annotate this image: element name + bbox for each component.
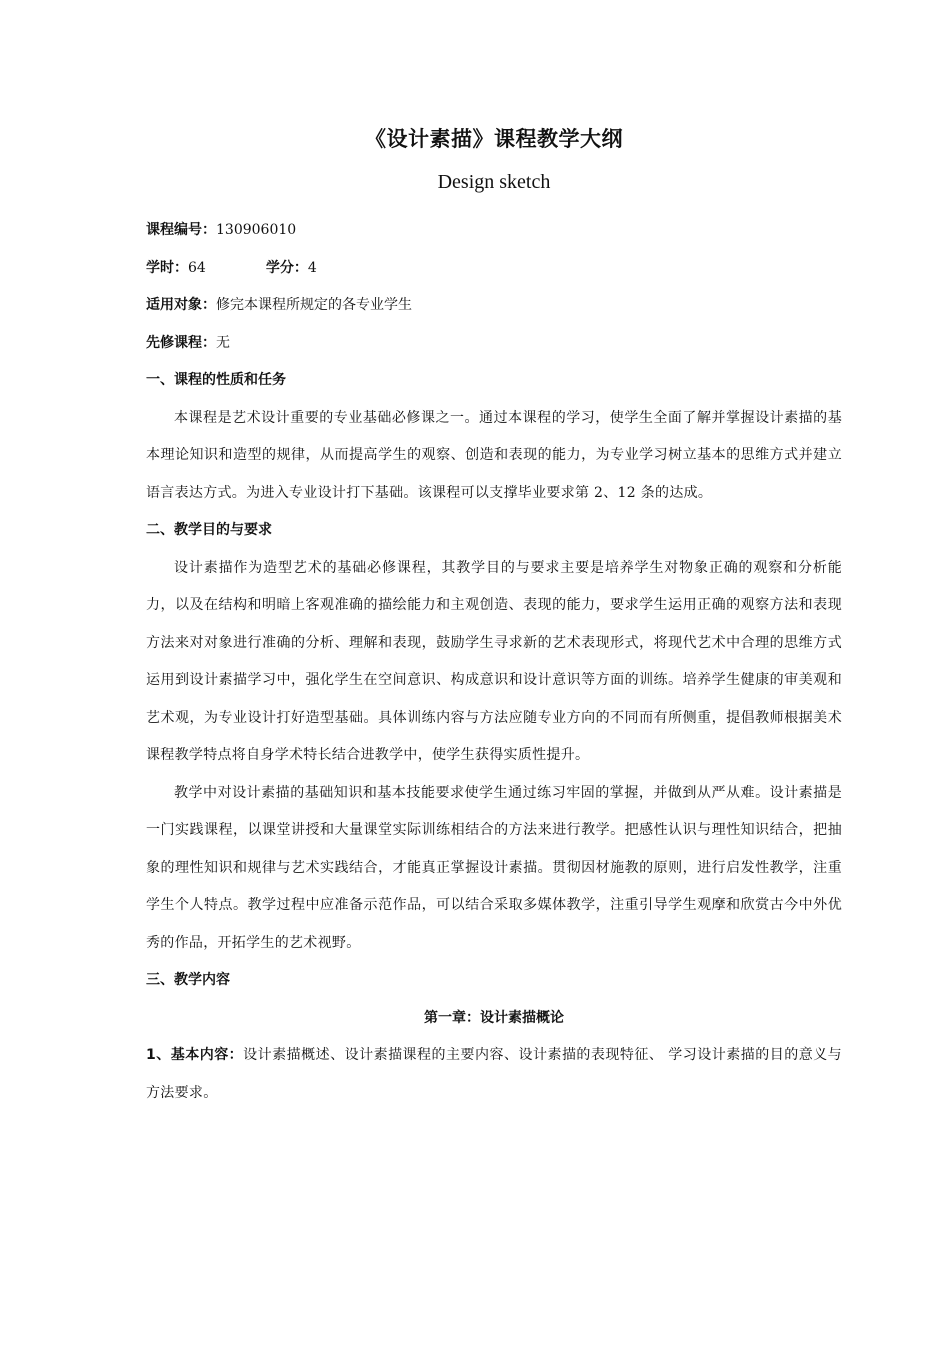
prerequisite-value: 无 (216, 334, 230, 351)
paragraph-objectives-1: 设计素描作为造型艺术的基础必修课程，其教学目的与要求主要是培养学生对物象正确的观察和分析能力，以及在结构和明暗上客观准确的描绘能力和主观创造、表现的能力，要求学生运用正确的观察方法和表现方法来对对象进行准确的分析、理解和表现，鼓励学生寻求新的艺术表现形式，将现代艺术中合理的思维方式运用到设计素描学习中，强化学生在空间意识、构成意识和设计意识等方面的训练。培养学生健康的审美观和艺术观，为专业设计打好造型基础。具体训练内容与方法应随专业方向的不同而有所侧重，提倡教师根据美术课程教学特点将自身学术特长结合进教学中，使学生获得实质性提升。 (146, 559, 842, 763)
chapter1-item-basic-content (146, 1037, 842, 1112)
course-code-value: 130906010 (216, 222, 297, 238)
course-code-label: 课程编号： (146, 222, 216, 238)
document-title: 《设计素描》课程教学大纲 (365, 127, 623, 151)
credits-value: 4 (307, 259, 317, 276)
hours-credits-line (146, 250, 842, 288)
document-page (146, 118, 842, 1112)
audience-value: 修完本课程所规定的各专业学生 (216, 297, 412, 313)
hours-value: 64 (188, 259, 206, 276)
basic-content-label: 1、基本内容： (146, 1047, 244, 1063)
prerequisite-line (146, 325, 842, 363)
credits-label: 学分： (265, 259, 308, 276)
paragraph-nature: 本课程是艺术设计重要的专业基础必修课之一。通过本课程的学习，使学生全面了解并掌握设计素描的基本理论知识和造型的规律，从而提高学生的观察、创造和表现的能力，为专业学习树立基本的思维方式并建立语言表达方式。为进入专业设计打下基础。该课程可以支撑毕业要求第 2、12 条的达成。 (146, 409, 842, 501)
audience-label: 适用对象： (146, 297, 216, 313)
section-heading-content: 三、教学内容 (146, 972, 230, 988)
chapter-heading-1: 第一章：设计素描概论 (424, 1009, 564, 1026)
document-subtitle: Design sketch (437, 171, 551, 193)
audience-line (146, 287, 842, 325)
section-heading-nature: 一、课程的性质和任务 (146, 372, 286, 388)
course-code-line (146, 212, 842, 250)
hours-label: 学时： (146, 259, 188, 276)
section-heading-objectives: 二、教学目的与要求 (146, 522, 272, 538)
basic-content-value: 设计素描概述、设计素描课程的主要内容、设计素描的表现特征、 学习设计素描的目的意义与方法要求。 (146, 1047, 842, 1101)
paragraph-objectives-2: 教学中对设计素描的基础知识和基本技能要求使学生通过练习牢固的掌握，并做到从严从难。设计素描是一门实践课程，以课堂讲授和大量课堂实际训练相结合的方法来进行教学。把感性认识与理性知识结合，把抽象的理性知识和规律与艺术实践结合，才能真正掌握设计素描。贯彻因材施教的原则，进行启发性教学，注重学生个人特点。教学过程中应准备示范作品，可以结合采取多媒体教学，注重引导学生观摩和欣赏古今中外优秀的作品，开拓学生的艺术视野。 (146, 784, 842, 951)
prerequisite-label: 先修课程： (146, 334, 216, 351)
